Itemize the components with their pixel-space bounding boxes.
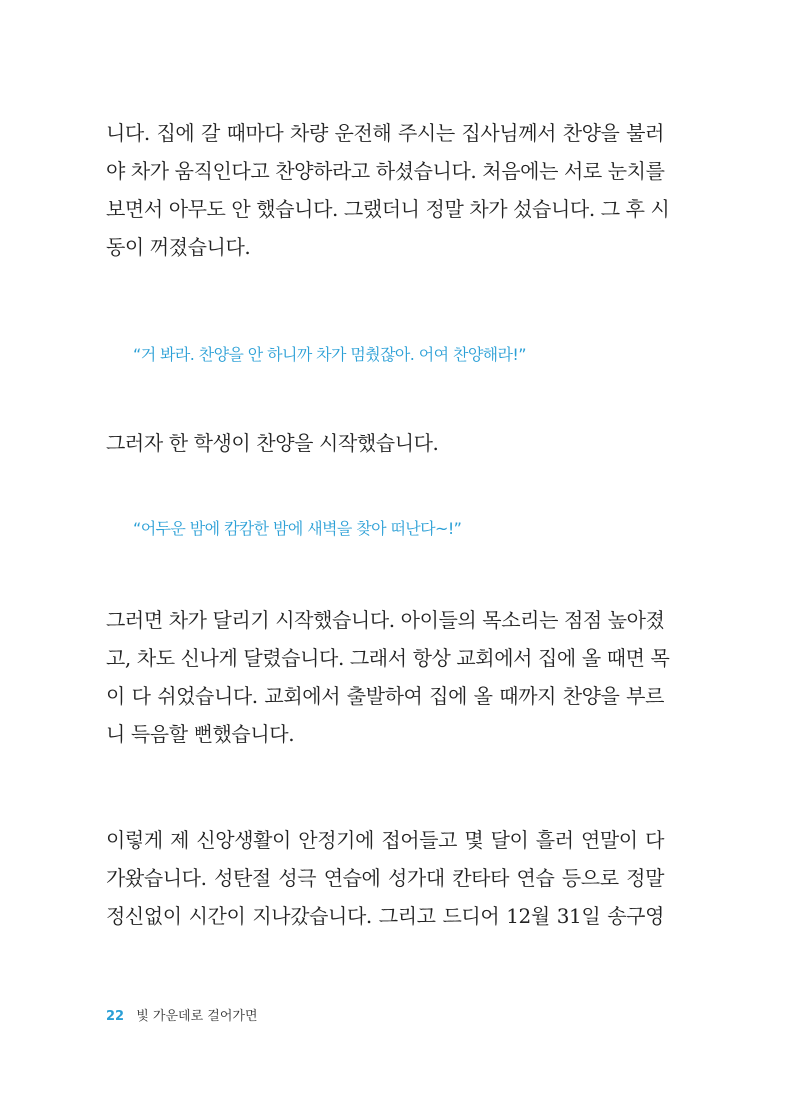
body-paragraph (106, 601, 670, 753)
paragraph-line: 가왔습니다. 성탄절 성극 연습에 성가대 칸타타 연습 등으로 정말 (106, 866, 664, 890)
body-paragraph (106, 114, 670, 266)
body-paragraph (106, 424, 664, 462)
paragraph-line: 이 다 쉬었습니다. 교회에서 출발하여 집에 올 때까지 찬양을 부르 (106, 684, 664, 708)
paragraph-line: 동이 꺼졌습니다. (106, 235, 251, 259)
paragraph-line: 니다. 집에 갈 때마다 차량 운전해 주시는 집사님께서 찬양을 불러 (106, 121, 664, 145)
quote-text: “어두운 밤에 캄캄한 밤에 새벽을 찾아 떠난다~!” (133, 519, 462, 538)
paragraph-line: 그러자 한 학생이 찬양을 시작했습니다. (106, 431, 439, 455)
paragraph-line: 정신없이 시간이 지나갔습니다. 그리고 드디어 12월 31일 송구영 (106, 904, 664, 928)
paragraph-line: 보면서 아무도 안 했습니다. 그랬더니 정말 차가 섰습니다. 그 후 시 (106, 197, 670, 221)
paragraph-line: 야 차가 움직인다고 찬양하라고 하셨습니다. 처음에는 서로 눈치를 (106, 159, 665, 183)
book-title: 빛 가운데로 걸어가면 (136, 1009, 258, 1024)
page-number: 22 (106, 1009, 125, 1024)
paragraph-line: 고, 차도 신나게 달렸습니다. 그래서 항상 교회에서 집에 올 때면 목 (106, 646, 670, 670)
quote-text: “거 봐라. 찬양을 안 하니까 차가 멈췄잖아. 어여 찬양해라!” (133, 345, 526, 364)
paragraph-line: 이렇게 제 신앙생활이 안정기에 접어들고 몇 달이 흘러 연말이 다 (106, 828, 664, 852)
paragraph-line: 그러면 차가 달리기 시작했습니다. 아이들의 목소리는 점점 높아졌 (106, 608, 665, 632)
paragraph-line: 니 득음할 뻔했습니다. (106, 722, 295, 746)
body-paragraph (106, 821, 664, 935)
page-footer (106, 1008, 258, 1026)
